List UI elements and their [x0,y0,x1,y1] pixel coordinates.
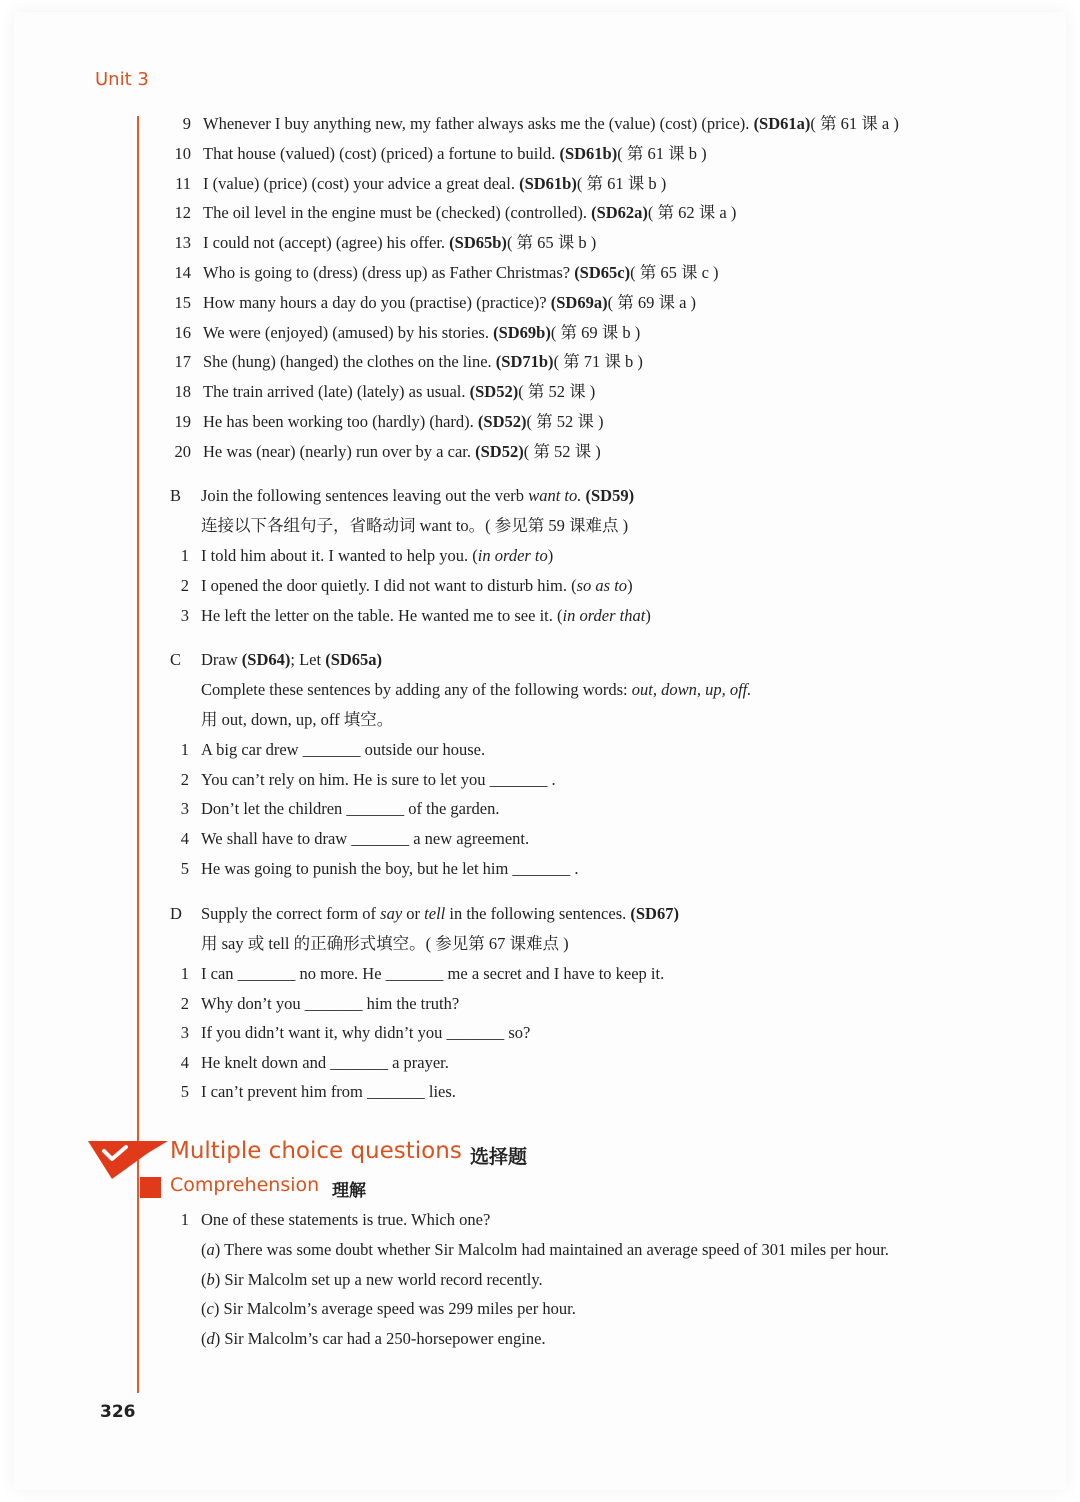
item-text [201,737,485,763]
item-number: 1 [180,964,189,983]
item-sentence: Why don’t you _______ him the truth? [201,993,460,1013]
item-number: 14 [174,263,191,282]
item-text [203,290,696,316]
item-number: 18 [174,382,191,402]
section-title-part: Draw [201,650,242,669]
item-number: 3 [180,1023,189,1042]
item-number: 5 [180,1082,189,1101]
item-number: 16 [174,322,191,342]
unit-label: Unit 3 [95,69,149,90]
item-hint-close: ) [547,546,554,565]
item-number: 9 [182,114,191,133]
item-hint: so as to [576,576,628,595]
item-sentence: You can’t rely on him. He is sure to let you _______ . [201,769,556,789]
item-lesson-cn: ( 第 69 课 b ) [550,322,641,342]
item-lesson-cn: ( 第 52 课 ) [526,412,604,431]
item-reference: (SD52) [469,382,519,402]
item-text [201,677,751,703]
option-text: Sir Malcolm’s car had a 250-horsepower engine. [220,1328,546,1348]
item-text [201,603,651,629]
section-title-part: in the following sentences. [445,904,631,923]
item-text [201,573,633,599]
paren: ( [201,1299,207,1318]
item-number: 1 [180,740,189,759]
item-number: 15 [174,292,191,312]
item-hint: in order to [477,546,548,565]
item-sentence: Who is going to (dress) (dress up) as Father Christmas? [203,263,575,282]
mcq-heading: Multiple choice questions [170,1138,462,1164]
item-sentence: A big car drew _______ outside our house. [201,740,486,759]
item-reference: (SD61b) [519,173,577,193]
item-sentence: The oil level in the engine must be (checked) (controlled). [203,203,592,223]
option-label: b [206,1269,215,1289]
option-label: a [206,1240,215,1259]
item-text [201,707,393,733]
item-text [203,409,604,435]
item-text [201,513,628,539]
item-sentence: Don’t let the children _______ of the garden. [201,799,500,819]
item-lesson-cn: ( 第 52 课 ) [518,382,596,402]
option-label: d [206,1328,215,1348]
item-sentence: She (hung) (hanged) the clothes on the line. [203,352,496,372]
section-instruction-em: out, down, up, off. [631,680,752,699]
item-sentence: I can _______ no more. He _______ me a secret and I have to keep it. [201,964,665,983]
page-number: 326 [100,1402,136,1422]
item-number: 1 [180,1210,189,1229]
item-lesson-cn: ( 第 61 课 b ) [576,173,667,193]
item-sentence: He has been working too (hardly) (hard). [203,412,478,431]
option-text: There was some doubt whether Sir Malcolm had maintained an average speed of 301 miles per hour. [220,1240,889,1259]
item-lesson-cn: ( 第 71 课 b ) [553,352,643,372]
item-number: 10 [174,143,191,163]
item-text [201,767,556,793]
item-text [201,826,529,852]
item-number: 17 [174,352,191,372]
item-reference: (SD61a) [753,114,811,133]
item-reference: (SD52) [477,412,527,431]
item-lesson-cn: ( 第 69 课 a ) [607,292,697,312]
item-text [201,483,634,509]
paren: ) [213,1299,220,1318]
section-letter: B [170,486,182,505]
item-sentence: I (value) (price) (cost) your advice a great deal. [203,173,520,193]
option-label: c [206,1299,214,1318]
item-sentence: That house (valued) (cost) (priced) a fortune to build. [203,143,560,163]
item-number: 4 [180,829,189,849]
item-number: 2 [180,993,189,1013]
item-sentence: He was going to punish the boy, but he let him _______ . [201,858,579,878]
paren: ( [201,1328,207,1348]
section-reference: (SD59) [585,486,635,505]
check-badge-icon [88,1141,170,1179]
paren: ) [214,1269,221,1289]
item-reference: (SD52) [475,441,524,461]
section-reference: (SD65a) [325,650,383,669]
item-lesson-cn: ( 第 62 课 a ) [647,203,737,223]
item-reference: (SD61b) [559,143,618,163]
item-text [201,647,382,673]
section-title-part: Supply the correct form of [201,904,381,923]
item-text [203,349,643,375]
section-title-part: ; Let [290,650,326,669]
item-sentence: He left the letter on the table. He wanted me to see it. ( [201,606,563,625]
paren: ) [214,1328,221,1348]
section-letter: D [170,904,182,923]
item-number: 3 [180,606,189,625]
item-sentence: We were (enjoyed) (amused) by his stories. [203,322,494,342]
item-text [201,1326,546,1352]
item-text [201,1267,543,1293]
item-text [201,1237,889,1263]
section-instruction: Join the following sentences leaving out the verb [201,486,529,505]
comprehension-heading-cn: 理解 [332,1181,366,1201]
item-number: 20 [174,441,191,461]
item-text [203,111,899,137]
item-text [201,1296,576,1322]
paren: ) [214,1240,221,1259]
item-reference: (SD62a) [591,203,648,223]
item-text [203,260,719,286]
item-lesson-cn: ( 第 52 课 ) [523,441,601,461]
item-lesson-cn: ( 第 61 课 b ) [617,143,707,163]
item-sentence: We shall have to draw _______ a new agreement. [201,829,530,849]
item-text [201,796,499,822]
item-text [201,1079,456,1105]
item-hint-close: ) [645,606,651,625]
item-sentence: Whenever I buy anything new, my father always asks me the (value) (cost) (price). [203,114,754,133]
item-text [201,931,569,957]
item-text [203,320,640,346]
mcq-heading-cn: 选择题 [470,1146,528,1168]
item-number: 2 [180,576,189,595]
option-text: Sir Malcolm set up a new world record recently. [220,1269,543,1289]
item-sentence: I told him about it. I wanted to help you. ( [201,546,478,565]
section-title-em: say [380,904,403,923]
item-text [203,200,736,226]
section-letter: C [170,650,182,669]
item-sentence: He was (near) (nearly) run over by a car. [203,441,476,461]
item-text [203,230,596,256]
item-text [201,1207,490,1233]
item-text [201,1020,530,1046]
item-number: 19 [174,412,191,431]
item-reference: (SD65b) [449,233,507,253]
item-text [201,543,553,569]
item-text [203,141,707,167]
item-sentence: If you didn’t want it, why didn’t you _______ so? [201,1023,531,1042]
item-text [201,856,578,882]
item-text [203,171,666,197]
section-title-part: or [402,904,425,923]
item-lesson-cn: ( 第 61 课 a ) [810,114,899,133]
item-sentence: I can’t prevent him from _______ lies. [201,1082,456,1101]
option-text: Sir Malcolm’s average speed was 299 miles per hour. [219,1299,576,1318]
item-number: 2 [180,769,189,789]
item-sentence: I could not (accept) (agree) his offer. [203,233,450,253]
item-text [201,901,679,927]
item-reference: (SD69b) [493,322,551,342]
item-lesson-cn: ( 第 65 课 b ) [506,233,597,253]
section-title-em: tell [424,904,446,923]
section-instruction-em: want to. [528,486,582,505]
section-instruction-cn: 用 out, down, up, off 填空。 [201,710,394,729]
item-reference: (SD71b) [495,352,554,372]
item-sentence: I opened the door quietly. I did not want to disturb him. ( [201,576,577,595]
item-lesson-cn: ( 第 65 课 c ) [630,263,719,282]
item-number: 12 [174,203,191,223]
item-text [203,439,601,465]
section-marker-icon [140,1177,161,1198]
item-text [201,991,459,1017]
margin-rule [137,116,139,1393]
section-instruction-cn: 用 say 或 tell 的正确形式填空。( 参见第 67 课难点 ) [201,934,569,953]
item-number: 4 [180,1052,189,1072]
item-hint: in order that [562,606,646,625]
item-number: 1 [180,546,189,565]
section-instruction: Complete these sentences by adding any of the following words: [201,680,632,699]
item-reference: (SD69a) [550,292,608,312]
item-number: 5 [180,858,189,878]
item-sentence: How many hours a day do you (practise) (practice)? [203,292,551,312]
item-text [201,961,664,987]
item-number: 11 [175,173,191,193]
section-instruction-cn: 连接以下各组句子，省略动词 want to。( 参见第 59 课难点 ) [201,516,629,535]
paren: ( [201,1269,207,1289]
item-hint-close: ) [627,576,633,595]
item-text [201,1050,449,1076]
section-reference: (SD67) [630,904,679,923]
comprehension-heading: Comprehension [170,1174,320,1196]
paren: ( [201,1240,207,1259]
item-number: 3 [180,799,189,819]
section-reference: (SD64) [241,650,291,669]
item-sentence: He knelt down and _______ a prayer. [201,1052,449,1072]
item-reference: (SD65c) [574,263,631,282]
item-number: 13 [174,233,191,253]
item-text [203,379,595,405]
question-text: One of these statements is true. Which one? [201,1210,491,1229]
item-sentence: The train arrived (late) (lately) as usual. [203,382,470,402]
